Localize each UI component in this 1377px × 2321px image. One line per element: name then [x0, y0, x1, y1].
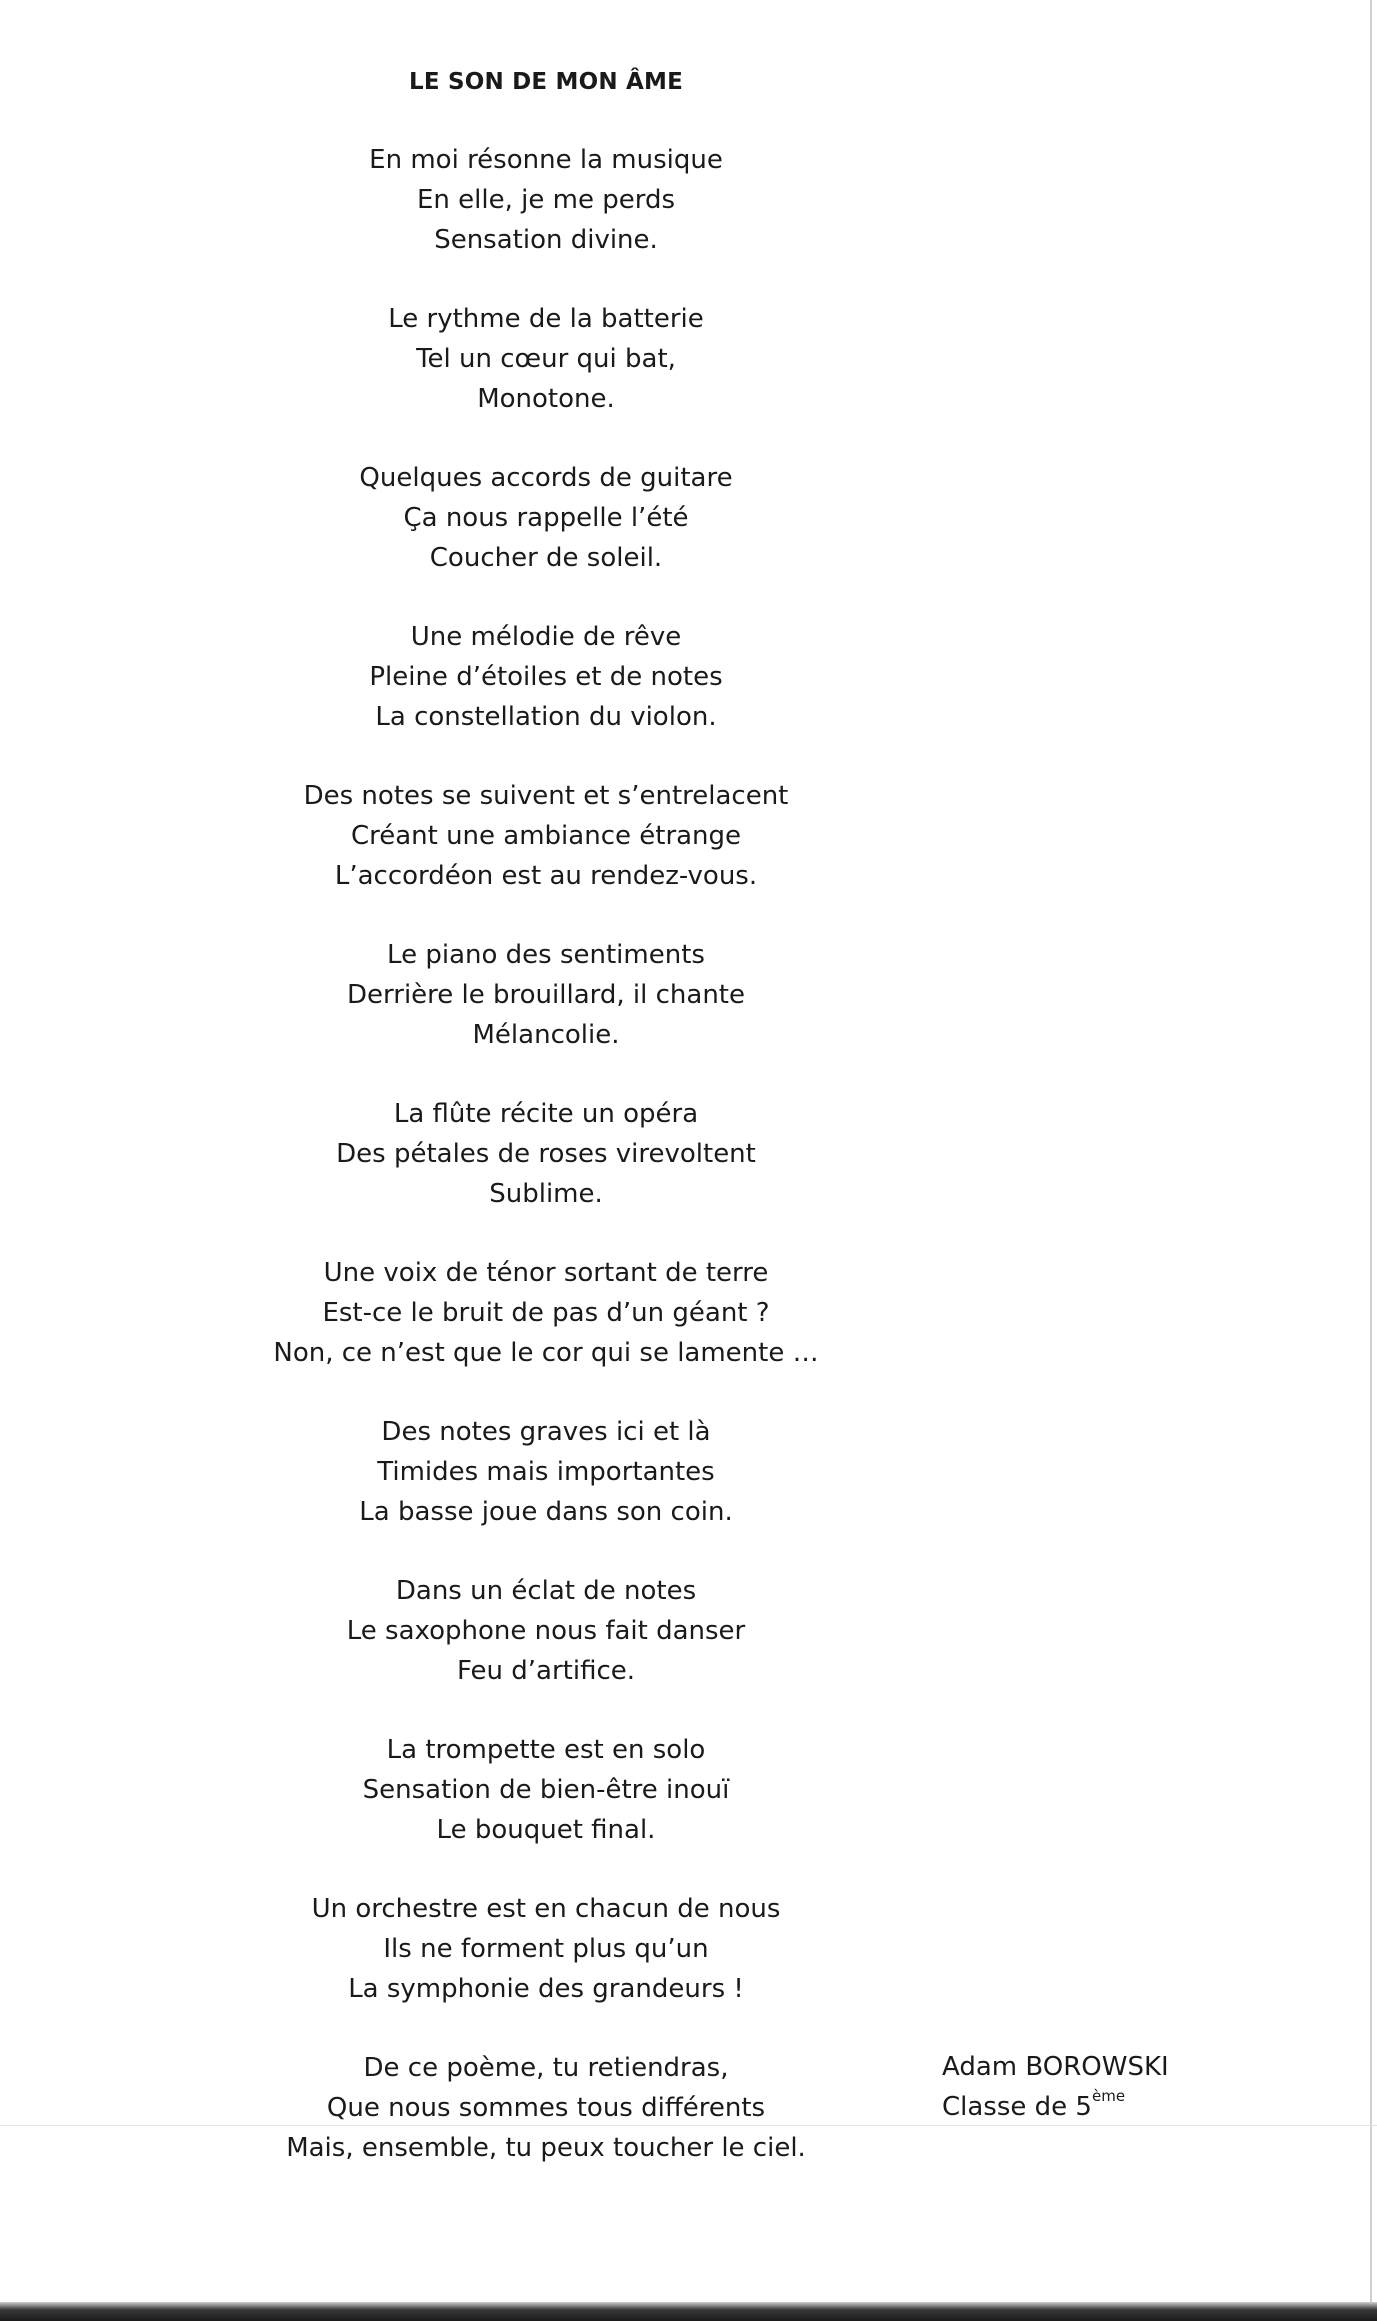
stanza: [196, 1412, 896, 1532]
poem-line: Mélancolie.: [472, 1020, 620, 1050]
stanza: [196, 299, 896, 419]
stanza: [196, 935, 896, 1055]
poem-line: Créant une ambiance étrange: [350, 821, 742, 851]
poem-line: Derrière le brouillard, il chante: [347, 980, 745, 1010]
stanza: [196, 1571, 896, 1691]
poem-line: En elle, je me perds: [417, 185, 675, 215]
poem-line: Le bouquet final.: [436, 1815, 656, 1845]
poem-title: LE SON DE MON ÂME: [408, 69, 684, 95]
poem-line: Un orchestre est en chacun de nous: [311, 1894, 781, 1924]
poem-line: L’accordéon est au rendez-vous.: [334, 861, 758, 891]
poem-line: Ils ne forment plus qu’un: [383, 1934, 709, 1964]
poem-line: Sensation divine.: [434, 225, 658, 255]
stanza: [196, 140, 896, 260]
poem-line: La constellation du violon.: [375, 702, 717, 732]
poem-line: De ce poème, tu retiendras,: [363, 2053, 729, 2083]
poem-line: Le piano des sentiments: [387, 940, 705, 970]
poem-line: Le rythme de la batterie: [388, 304, 704, 334]
poem-line: La symphonie des grandeurs !: [348, 1974, 744, 2004]
stanza: [196, 1889, 896, 2009]
poem-line: Dans un éclat de notes: [395, 1576, 697, 1606]
poem-line: Que nous sommes tous différents: [326, 2093, 766, 2123]
poem-line: Des pétales de roses virevoltent: [336, 1139, 756, 1169]
poem-line: Le saxophone nous fait danser: [346, 1616, 746, 1646]
poem-line: Quelques accords de guitare: [359, 463, 733, 493]
stanza: [196, 1253, 896, 1373]
class-label-superscript: ème: [1091, 2087, 1126, 2105]
poem: [196, 62, 896, 2207]
poem-line: Pleine d’étoiles et de notes: [369, 662, 723, 692]
poem-line: La trompette est en solo: [386, 1735, 706, 1765]
poem-line: Ça nous rappelle l’été: [403, 503, 689, 533]
poem-line: Sublime.: [489, 1179, 603, 1209]
poem-line: Feu d’artifice.: [456, 1656, 635, 1686]
poem-line: Monotone.: [477, 384, 615, 414]
poem-line: Des notes graves ici et là: [381, 1417, 711, 1447]
stanza: [196, 458, 896, 578]
poem-line: Coucher de soleil.: [429, 543, 663, 573]
poem-line: La basse joue dans son coin.: [359, 1497, 733, 1527]
stanza: [196, 1094, 896, 1214]
poem-line: Mais, ensemble, tu peux toucher le ciel.: [286, 2133, 806, 2163]
poem-line: Une mélodie de rêve: [410, 622, 682, 652]
stanza: [196, 2048, 896, 2168]
poem-line: Tel un cœur qui bat,: [416, 344, 676, 374]
author-name: Adam BOROWSKI: [942, 2052, 1169, 2082]
poem-line: En moi résonne la musique: [369, 145, 723, 175]
poem-line: Timides mais importantes: [377, 1457, 715, 1487]
poem-line: Des notes se suivent et s’entrelacent: [303, 781, 789, 811]
class-label-text: Classe de 5: [942, 2092, 1092, 2122]
poem-line: Est-ce le bruit de pas d’un géant ?: [322, 1298, 770, 1328]
stanza: [196, 617, 896, 737]
stanza: [196, 1730, 896, 1850]
stanza: [196, 776, 896, 896]
poem-line: Une voix de ténor sortant de terre: [323, 1258, 769, 1288]
poem-line: Non, ce n’est que le cor qui se lamente …: [273, 1338, 819, 1368]
poem-line: La flûte récite un opéra: [393, 1099, 699, 1129]
scan-bottom-edge: [0, 2302, 1377, 2321]
page-edge: [1370, 0, 1372, 2321]
poem-line: Sensation de bien-être inouï: [362, 1775, 730, 1805]
class-label: [942, 2087, 1242, 2127]
signature-block: [942, 2047, 1242, 2127]
